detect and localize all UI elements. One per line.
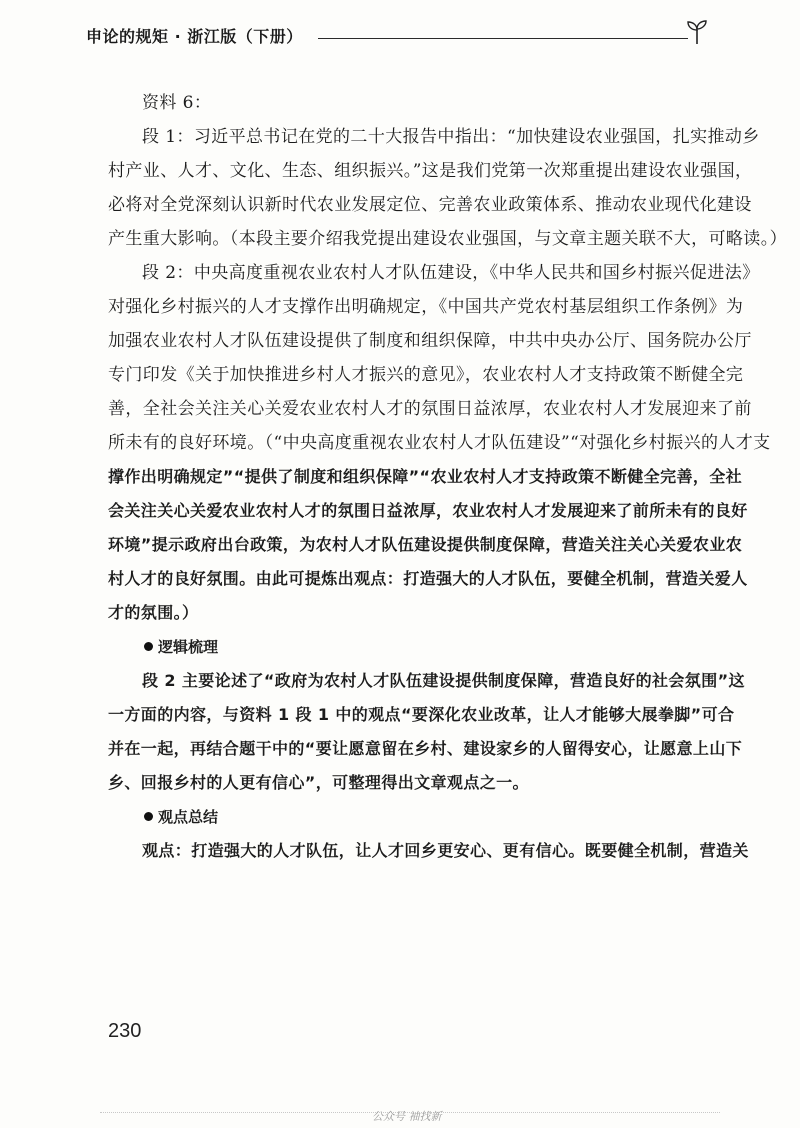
sprout-icon: [682, 16, 712, 46]
header-rule: [318, 38, 688, 39]
page-number: 230: [108, 1020, 142, 1042]
text-line: 必将对全党深刻认识新时代农业发展定位、完善农业政策体系、推动农业现代化建设: [108, 195, 752, 215]
text-line: 加强农业农村人才队伍建设提供了制度和组织保障，中共中央办公厅、国务院办公厅: [108, 331, 752, 351]
text-line: 专门印发《关于加快推进乡村人才振兴的意见》，农业农村人才支持政策不断健全完: [108, 365, 744, 385]
text-line: 产生重大影响。（本段主要介绍我党提出建设农业强国，与文章主题关联不大，可略读。）: [108, 229, 787, 249]
text-line: 一方面的内容，与资料 1 段 1 中的观点“要深化农业改革，让人才能够大展拳脚”可合: [108, 705, 735, 724]
text-line: 并在一起，再结合题干中的“要让愿意留在乡村、建设家乡的人留得安心，让愿意上山下: [108, 739, 743, 758]
text-line: 村产业、人才、文化、生态、组织振兴。”这是我们党第一次郑重提出建设农业强国，: [108, 161, 753, 181]
text-line: 善，全社会关注关心关爱农业农村人才的氛围日益浓厚，农业农村人才发展迎来了前: [108, 399, 752, 419]
body-text: [108, 86, 787, 868]
running-header: [86, 22, 726, 52]
bullet-icon: [144, 642, 153, 651]
text-line: 段 2：中央高度重视农业农村人才队伍建设，《中华人民共和国乡村振兴促进法》: [142, 263, 760, 283]
text-line: 会关注关心关爱农业农村人才的氛围日益浓厚，农业农村人才发展迎来了前所未有的良好: [108, 501, 748, 520]
text-line: 段 1：习近平总书记在党的二十大报告中指出：“加快建设农业强国，扎实推动乡: [142, 127, 760, 147]
text-line: 乡、回报乡村的人更有信心”，可整理得出文章观点之一。: [108, 773, 529, 792]
text-line: 对强化乡村振兴的人才支撑作出明确规定，《中国共产党农村基层组织工作条例》为: [108, 297, 744, 317]
text-line: 村人才的良好氛围。由此可提炼出观点：打造强大的人才队伍，要健全机制，营造关爱人: [108, 569, 748, 588]
text-line: 环境”提示政府出台政策，为农村人才队伍建设提供制度保障，营造关注关心关爱农业农: [108, 535, 743, 554]
text-line: 才的氛围。）: [108, 603, 199, 622]
text-line: 撑作出明确规定”“提供了制度和组织保障”“农业农村人才支持政策不断健全完善，全社: [108, 467, 743, 486]
text-line: 观点：打造强大的人才队伍，让人才回乡更安心、更有信心。既要健全机制，营造关: [142, 841, 749, 860]
section-heading: [108, 630, 708, 664]
bullet-icon: [144, 812, 153, 821]
section-heading-label: 观点总结: [158, 808, 219, 826]
section-heading-label: 逻辑梳理: [158, 638, 219, 656]
book-title: 申论的规矩 · 浙江版（下册）: [86, 27, 303, 46]
text-line: 所未有的良好环境。（“中央高度重视农业农村人才队伍建设”“对强化乡村振兴的人才支: [108, 433, 771, 453]
section-heading: [108, 800, 708, 834]
watermark: 公众号 袖找新: [372, 1110, 442, 1123]
text-line: 段 2 主要论述了“政府为农村人才队伍建设提供制度保障，营造良好的社会氛围”这: [142, 671, 745, 690]
text-line: 资料 6：: [142, 93, 212, 113]
